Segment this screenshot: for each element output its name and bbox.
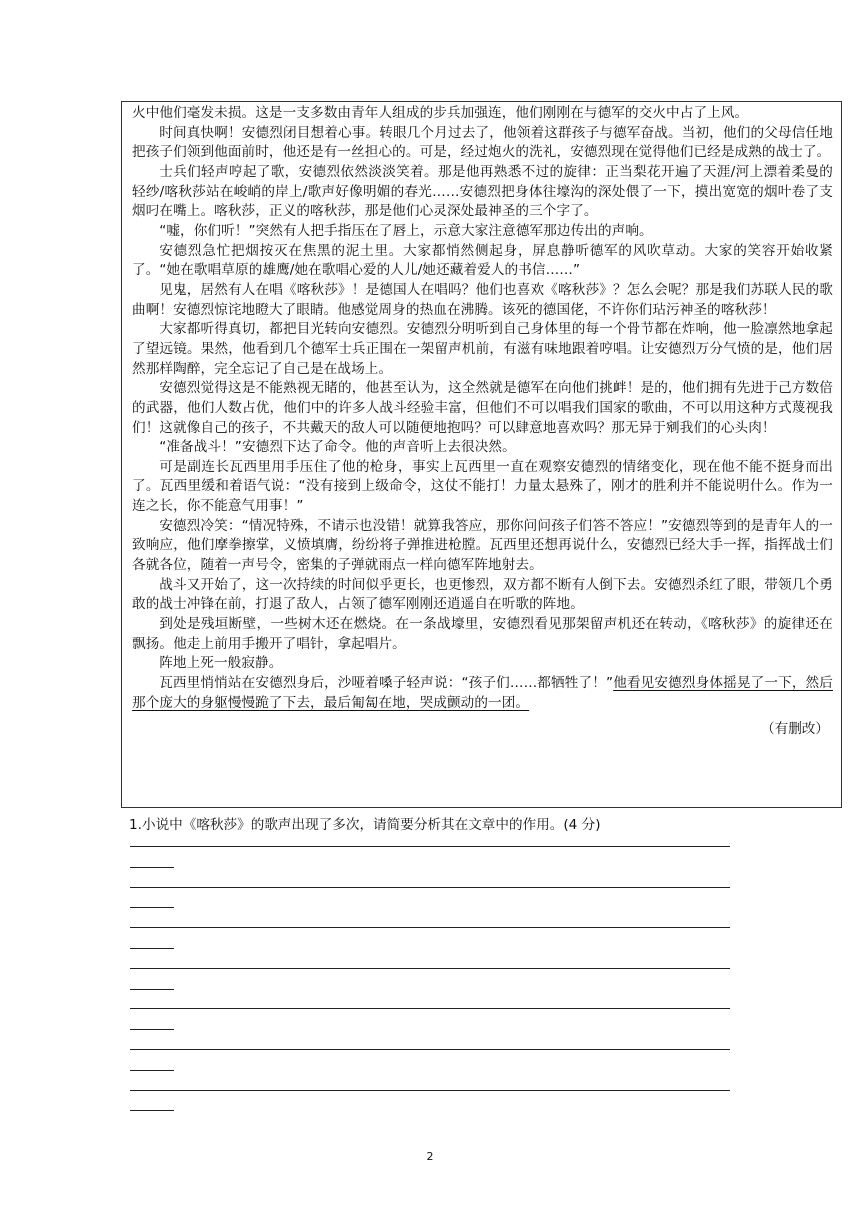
answer-line-short[interactable] xyxy=(130,1029,730,1049)
paragraph-10: 可是副连长瓦西里用手压住了他的枪身，事实上瓦西里一直在观察安德烈的情绪变化，现在他不能不挺身而出了。瓦西里缓和着语气说：“没有接到上级命令，这仗不能打！力量太悬殊了，刚才的胜利并不能说明什么。作为一连之长，你不能意气用事！” xyxy=(132,458,833,515)
paragraph-8: 安德烈觉得这是不能熟视无睹的，他甚至认为，这全然就是德军在向他们挑衅！是的，他们拥有先进于己方数倍的武器，他们人数占优，他们中的许多人战斗经验丰富，但他们不可以唱我们国家的歌曲，不可以用这种方式蔑视我们！这就像自己的孩子，不共戴天的敌人可以随便地抱吗？可以肆意地喜欢吗？那无异于剜我们的心头肉！ xyxy=(132,380,833,436)
answer-line[interactable] xyxy=(130,927,730,948)
edit-note: （有删改） xyxy=(761,721,829,738)
paragraph-7: 大家都听得真切，都把目光转向安德烈。安德烈分明听到自己身体里的每一个骨节都在炸响，他一脸凛然地拿起了望远镜。果然，他看到几个德军士兵正围在一架留声机前，有滋有味地跟着哼唱。让安德烈万分气愤的是，他们居然那样陶醉，完全忘记了自己是在战场上。 xyxy=(132,321,833,377)
answer-line[interactable] xyxy=(130,1008,730,1029)
paragraph-5: 安德烈急忙把烟按灭在焦黑的泥土里。大家都悄然侧起身，屏息静听德军的风吹草动。大家的笑容开始收紧了。“她在歌唱草原的雄鹰/她在歌唱心爱的人儿/她还藏着爱人的书信……” xyxy=(132,242,833,279)
answer-line-short[interactable] xyxy=(130,989,730,1009)
paragraph-11: 安德烈冷笑：“情况特殊，不请示也没错！就算我答应，那你问问孩子们答不答应！”安德烈等到的是青年人的一致响应，他们摩拳擦掌，义愤填膺，纷纷将子弹推进枪膛。瓦西里还想再说什么，安德烈已经大手一挥，指挥战士们各就各位，随着一声号令，密集的子弹就雨点一样向德军阵地射去。 xyxy=(132,517,833,574)
paragraph-15 xyxy=(132,674,833,713)
paragraph-9: “准备战斗！”安德烈下达了命令。他的声音听上去很决然。 xyxy=(159,439,516,456)
passage-box xyxy=(121,101,842,808)
question-1: 1.小说中《喀秋莎》的歌声出现了多次，请简要分析其在文章中的作用。(4 分) xyxy=(129,817,601,833)
answer-line[interactable] xyxy=(130,968,730,989)
answer-line-short[interactable] xyxy=(130,1070,730,1090)
paragraph-2: 时间真快啊！安德烈闭目想着心事。转眼几个月过去了，他领着这群孩子与德军奋战。当初，他们的父母信任地把孩子们领到他面前时，他还是有一丝担心的。可是，经过炮火的洗礼，安德烈现在觉得他们已经是成熟的战士了。 xyxy=(132,124,833,161)
answer-line[interactable] xyxy=(130,887,730,908)
answer-line[interactable] xyxy=(130,1049,730,1070)
answer-line-short[interactable] xyxy=(130,1110,730,1130)
answer-lines[interactable] xyxy=(130,846,730,1130)
paragraph-1: 火中他们毫发未损。这是一支多数由青年人组成的步兵加强连，他们刚刚在与德军的交火中占了上风。 xyxy=(132,105,749,121)
paragraph-3: 士兵们轻声哼起了歌，安德烈依然淡淡笑着。那是他再熟悉不过的旋律：正当梨花开遍了天涯/河上漂着柔曼的轻纱/喀秋莎站在峻峭的岸上/歌声好像明媚的春光……安德烈把身体往壕沟的深处偎了一下，摸出宽宽的烟叶卷了支烟叼在嘴上。喀秋莎，正义的喀秋莎，那是他们心灵深处最神圣的三个字了。 xyxy=(132,163,833,220)
answer-line-short[interactable] xyxy=(130,948,730,968)
page-number: 2 xyxy=(426,1150,434,1163)
answer-line-short[interactable] xyxy=(130,867,730,887)
answer-line[interactable] xyxy=(130,1090,730,1111)
paragraph-15-underlined: 他看见安德烈身体摇晃了一下，然后那个庞大的身躯慢慢跪了下去，最后匍匐在地，哭成颤动的一团。 xyxy=(132,675,833,711)
paragraph-15-plain: 瓦西里悄悄站在安德烈身后，沙哑着嗓子轻声说：“孩子们……都牺牲了！” xyxy=(159,675,614,692)
paragraph-6: 见鬼，居然有人在唱《喀秋莎》！是德国人在唱吗？他们也喜欢《喀秋莎》？怎么会呢？那是我们苏联人民的歌曲啊！安德烈惊诧地瞪大了眼睛。他感觉周身的热血在沸腾。该死的德国佬，不许你们玷污神圣的喀秋莎！ xyxy=(132,281,833,318)
paragraph-4: “嘘，你们听！”突然有人把手指压在了唇上，示意大家注意德军那边传出的声响。 xyxy=(159,222,653,239)
paragraph-14: 阵地上死一般寂静。 xyxy=(159,655,283,672)
answer-line-short[interactable] xyxy=(130,907,730,927)
paragraph-12: 战斗又开始了，这一次持续的时间似乎更长，也更惨烈，双方都不断有人倒下去。安德烈杀红了眼，带领几个勇敢的战士冲锋在前，打退了敌人，占领了德军刚刚还逍遥自在听歌的阵地。 xyxy=(132,576,833,613)
answer-line[interactable] xyxy=(130,846,730,867)
paragraph-13: 到处是残垣断壁，一些树木还在燃烧。在一条战壕里，安德烈看见那架留声机还在转动，《喀秋莎》的旋律还在飘扬。他走上前用手搬开了唱针，拿起唱片。 xyxy=(132,616,833,652)
